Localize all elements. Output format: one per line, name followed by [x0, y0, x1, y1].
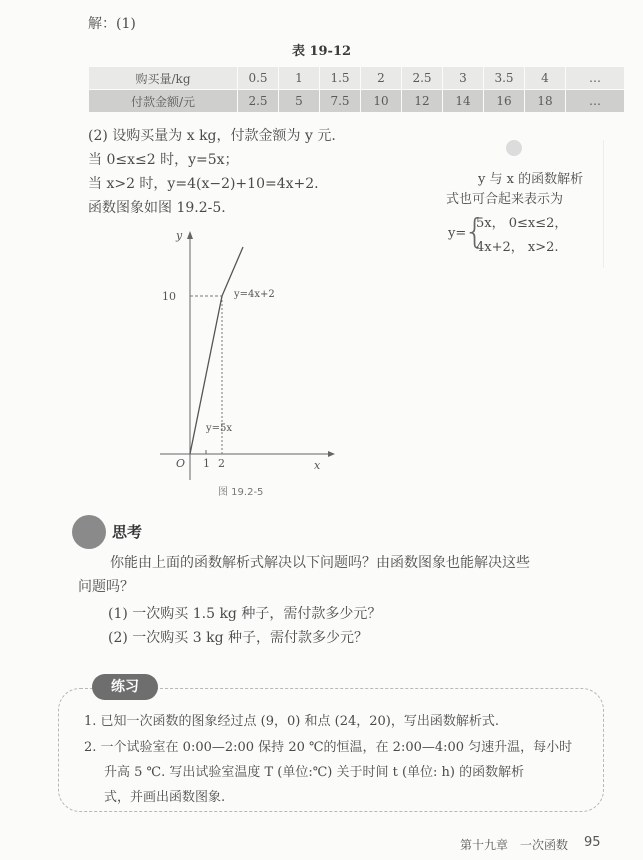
- table-cell: 12: [402, 90, 442, 112]
- y-tick-label-10: 10: [162, 290, 176, 303]
- x-arrow-icon: [328, 451, 335, 457]
- think-title: 思考: [112, 523, 143, 541]
- line2-label: y=4x+2: [234, 289, 275, 300]
- origin-label: O: [176, 457, 186, 470]
- row-header: 购买量/kg: [89, 67, 237, 89]
- table-cell: 2.5: [238, 90, 278, 112]
- brace-icon: {: [464, 212, 486, 252]
- think-body-line2: 问题吗？: [78, 579, 134, 595]
- table-cell: 10: [361, 90, 401, 112]
- solution-label: 解：(1): [88, 16, 136, 32]
- table-cell: 14: [443, 90, 483, 112]
- table-cell: 0.5: [238, 67, 278, 89]
- sidenote-case1: 5x， 0≤x≤2，: [476, 216, 568, 231]
- sidenote-line1: y 与 x 的函数解析: [478, 172, 584, 187]
- y-arrow-icon: [187, 231, 193, 239]
- table-row-payment: [89, 90, 624, 112]
- think-question-1: (1) 一次购买 1.5 kg 种子，需付款多少元？: [108, 606, 382, 622]
- line1-label: y=5x: [206, 423, 233, 434]
- table-cell: 2: [361, 67, 401, 89]
- think-question-2: (2) 一次购买 3 kg 种子，需付款多少元？: [108, 630, 368, 646]
- table-cell: 3.5: [484, 67, 524, 89]
- think-body-line1: 你能由上面的函数解析式解决以下问题吗？由函数图象也能解决这些: [110, 555, 530, 571]
- table-cell: …: [566, 90, 624, 112]
- x-tick-label-2: 2: [218, 457, 225, 470]
- table-cell: …: [566, 67, 624, 89]
- function-graph: [150, 225, 350, 505]
- table-cell: 4: [525, 67, 565, 89]
- page-number: 95: [584, 835, 601, 850]
- table-cell: 3: [443, 67, 483, 89]
- footer-chapter: 第十九章 一次函数: [460, 838, 569, 852]
- part2-line1: (2) 设购买量为 x kg，付款金额为 y 元.: [88, 128, 336, 144]
- lightbulb-icon: [506, 140, 522, 156]
- table-cell: 16: [484, 90, 524, 112]
- table-cell: 5: [279, 90, 319, 112]
- sidenote-eq-lhs: y=: [448, 226, 467, 241]
- exercise-tab: 练习: [92, 674, 158, 700]
- table-cell: 1.5: [320, 67, 360, 89]
- sidenote-case2: 4x+2， x>2.: [476, 240, 559, 255]
- exercise-item-2-line1: 2. 一个试验室在 0:00—2:00 保持 20 ℃的恒温，在 2:00—4:00 匀速升温，每小时: [84, 740, 573, 755]
- table-title: 表 19-12: [291, 44, 352, 59]
- x-axis-label: x: [314, 459, 321, 472]
- y-axis-label: y: [176, 229, 183, 242]
- exercise-item-2-line2: 升高 5 ℃. 写出试验室温度 T (单位:℃) 关于时间 t (单位: h) 的函数解析: [104, 765, 525, 780]
- hourglass-icon: [72, 515, 106, 549]
- part2-line2: 当 0≤x≤2 时，y=5x；: [88, 152, 239, 168]
- x-tick-label-1: 1: [203, 457, 210, 470]
- exercise-item-2-line3: 式，并画出函数图象.: [104, 790, 226, 805]
- part2-line4: 函数图象如图 19.2-5.: [88, 200, 226, 216]
- table-cell: 7.5: [320, 90, 360, 112]
- table-cell: 18: [525, 90, 565, 112]
- sidenote: [428, 140, 604, 268]
- table-cell: 2.5: [402, 67, 442, 89]
- part2-line3: 当 x>2 时，y=4(x−2)+10=4x+2.: [88, 176, 319, 192]
- row-header: 付款金额/元: [89, 90, 237, 112]
- table-cell: 1: [279, 67, 319, 89]
- data-table: [88, 66, 625, 113]
- table-row-purchase: [89, 67, 624, 89]
- exercise-item-1: 1. 已知一次函数的图象经过点 (9，0) 和点 (24，20)，写出函数解析式.: [84, 714, 499, 729]
- figure-caption: 图 19.2-5: [218, 487, 264, 498]
- sidenote-line2: 式也可合起来表示为: [446, 192, 564, 207]
